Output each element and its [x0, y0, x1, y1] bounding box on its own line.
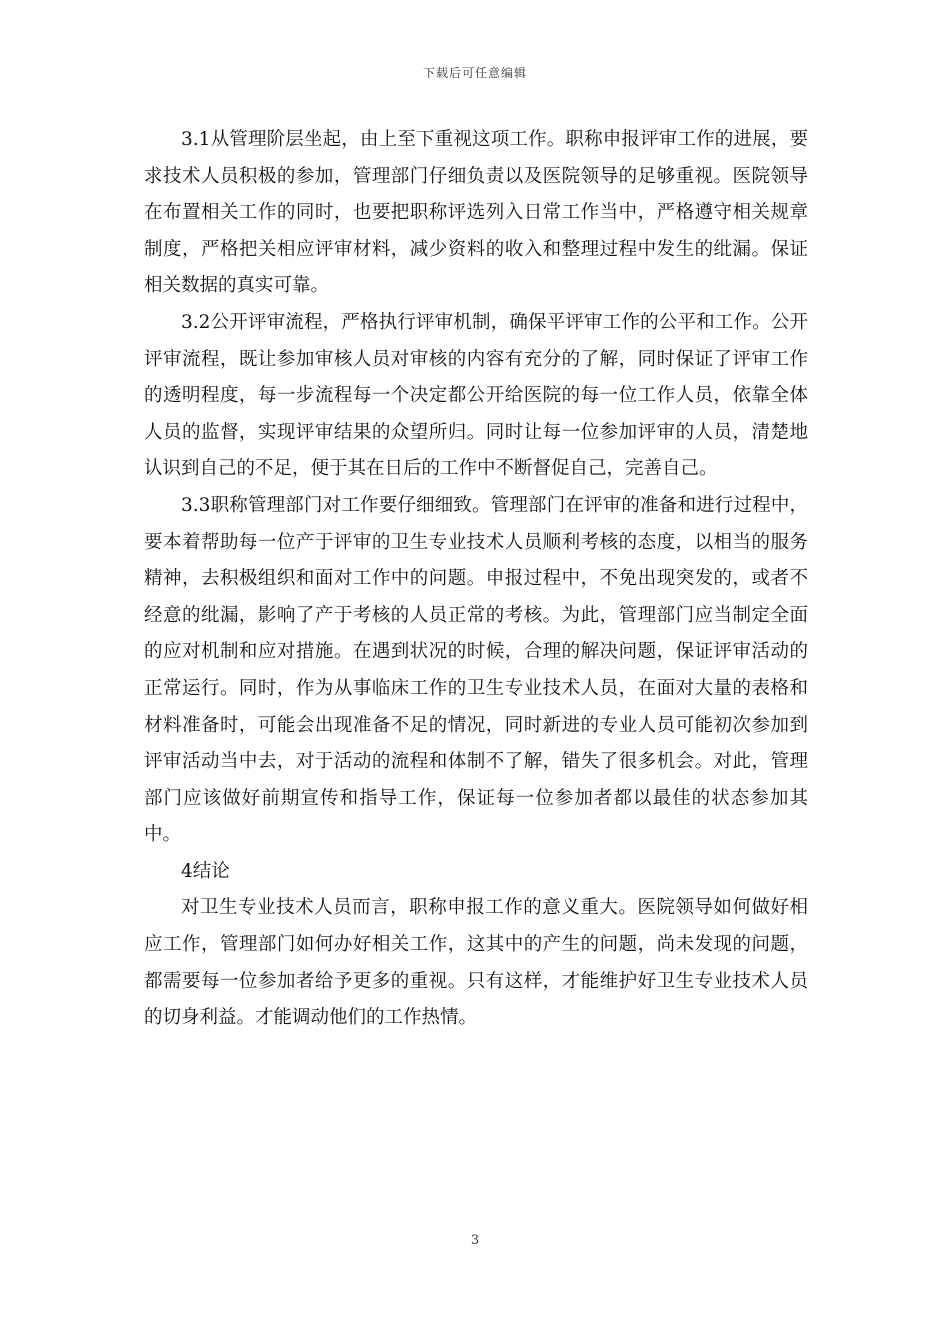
section-heading-conclusion: 4结论 [181, 860, 230, 882]
paragraph-3-2: 3.2公开评审流程，严格执行评审机制，确保平评审工作的公平和工作。公开评审流程，既让参加审核人员对审核的内容有充分的了解，同时保证了评审工作的透明程度，每一步流程每一个决定都公开给医院的每一位工作人员，依靠全体人员的监督，实现评审结果的众望所归。同时让每一位参加评审的人员，清楚地认识到自己的不足，便于其在日后的工作中不断督促自己，完善自己。 [144, 311, 808, 480]
paragraph-3-3: 3.3职称管理部门对工作要仔细细致。管理部门在评审的准备和进行过程中，要本着帮助每一位产于评审的卫生专业技术人员顺利考核的态度，以相当的服务精神，去积极组织和面对工作中的问题。申报过程中，不免出现突发的，或者不经意的纰漏，影响了产于考核的人员正常的考核。为此，管理部门应当制定全面的应对机制和应对措施。在遇到状况的时候，合理的解决问题，保证评审活动的正常运行。同时，作为从事临床工作的卫生专业技术人员，在面对大量的表格和材料准备时，可能会出现准备不足的情况，同时新进的专业人员可能初次参加到评审活动当中去，对于活动的流程和体制不了解，错失了很多机会。对此，管理部门应该做好前期宣传和指导工作，保证每一位参加者都以最佳的状态参加其中。 [144, 494, 808, 846]
paragraph-3-1: 3.1从管理阶层坐起，由上至下重视这项工作。职称申报评审工作的进展，要求技术人员积极的参加，管理部门仔细负责以及医院领导的足够重视。医院领导在布置相关工作的同时，也要把职称评选列入日常工作当中，严格遵守相关规章制度，严格把关相应评审材料，减少资料的收入和整理过程中发生的纰漏。保证相关数据的真实可靠。 [144, 129, 808, 297]
page-header: 下载后可任意编辑 [422, 66, 527, 80]
page-number: 3 [470, 1233, 480, 1248]
document-body [144, 122, 808, 1037]
paragraph-conclusion: 对卫生专业技术人员而言，职称申报工作的意义重大。医院领导如何做好相应工作，管理部门如何办好相关工作，这其中的产生的问题，尚未发现的问题，都需要每一位参加者给予更多的重视。只有这样，才能维护好卫生专业技术人员的切身利益。才能调动他们的工作热情。 [144, 897, 808, 1029]
